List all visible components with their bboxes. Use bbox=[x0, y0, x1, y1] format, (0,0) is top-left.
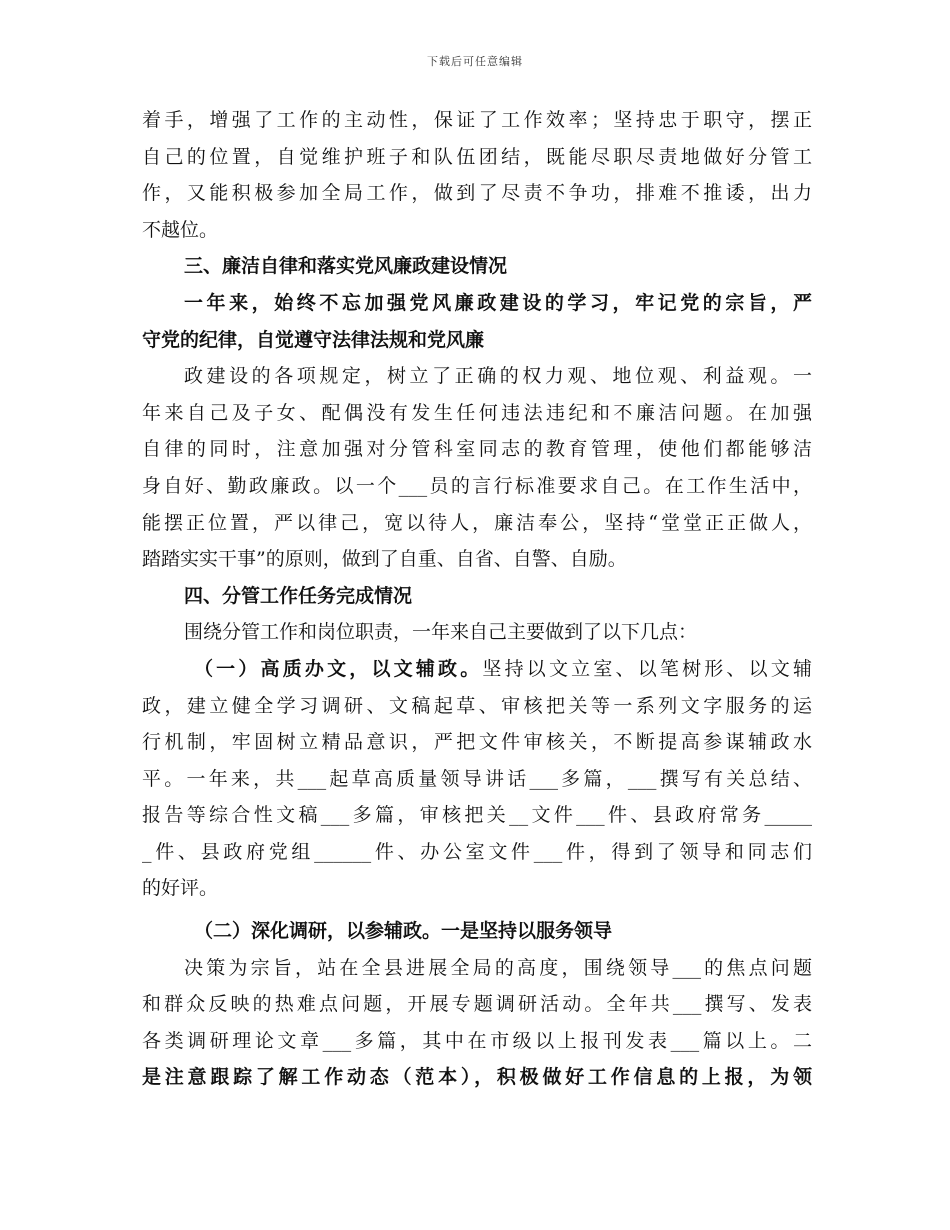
paragraph-line: 平。一年来，共___起草高质量领导讲话___多篇，___撰写有关总结、 bbox=[142, 767, 812, 790]
subsection-line bbox=[142, 651, 812, 688]
paragraph-line: 年来自己及子女、配偶没有发生任何违法违纪和不廉洁问题。在加强 bbox=[142, 401, 812, 424]
paragraph-line: 的好评。 bbox=[142, 877, 219, 900]
paragraph-line: 决策为宗旨，站在全县进展全局的高度，围绕领导___的焦点问题 bbox=[184, 956, 812, 979]
document-body bbox=[142, 102, 812, 1096]
paragraph-line: 和群众反映的热难点问题，开展专题调研活动。全年共___撰写、发表 bbox=[142, 993, 812, 1016]
paragraph-line: 踏踏实实干事”的原则，做到了自重、自省、自警、自励。 bbox=[142, 548, 627, 571]
subsection-text: 坚持以文立室、以笔树形、以文辅 bbox=[482, 657, 812, 680]
bold-paragraph-line: 守党的纪律，自觉遵守法律法规和党风廉 bbox=[142, 328, 485, 351]
paragraph-line: 作，又能积极参加全局工作，做到了尽责不争功，排难不推诿，出力 bbox=[142, 182, 812, 205]
paragraph-line: 不越位。 bbox=[142, 218, 219, 241]
paragraph-line: 各类调研理论文章___多篇，其中在市级以上报刊发表___篇以上。二 bbox=[142, 1029, 812, 1052]
paragraph-line: 围绕分管工作和岗位职责，一年来自己主要做到了以下几点： bbox=[184, 621, 698, 644]
paragraph-line: 政建设的各项规定，树立了正确的权力观、地位观、利益观。一 bbox=[184, 365, 812, 388]
paragraph-line: 报告等综合性文稿___多篇，审核把关__文件___件、县政府常务_____ bbox=[142, 804, 812, 827]
bold-paragraph-line: 一年来，始终不忘加强党风廉政建设的学习，牢记党的宗旨，严 bbox=[184, 291, 812, 314]
paragraph-line: 行机制，牢固树立精品意识，严把文件审核关，不断提高参谋辅政水 bbox=[142, 731, 812, 754]
paragraph-line: _件、县政府党组______件、办公室文件___件，得到了领导和同志们 bbox=[142, 840, 812, 863]
section-heading-3: 三、廉洁自律和落实党风廉政建设情况 bbox=[184, 255, 508, 278]
paragraph-line: 能摆正位置，严以律己，宽以待人，廉洁奉公，坚持“堂堂正正做人， bbox=[142, 511, 812, 534]
paragraph-line: 政，建立健全学习调研、文稿起草、审核把关等一系列文字服务的运 bbox=[142, 694, 812, 717]
subsection-heading: （二）深化调研，以参辅政。一是坚持以服务领导 bbox=[194, 920, 613, 943]
paragraph-line: 自己的位置，自觉维护班子和队伍团结，既能尽职尽责地做好分管工 bbox=[142, 145, 812, 168]
bold-paragraph-line: 是注意跟踪了解工作动态（范本），积极做好工作信息的上报，为领 bbox=[142, 1066, 812, 1089]
section-heading-4: 四、分管工作任务完成情况 bbox=[184, 584, 413, 607]
paragraph-line: 着手，增强了工作的主动性，保证了工作效率；坚持忠于职守，摆正 bbox=[142, 109, 812, 131]
paragraph-line: 自律的同时，注意加强对分管科室同志的教育管理，使他们都能够洁 bbox=[142, 438, 812, 461]
page-header: 下载后可任意编辑 bbox=[427, 55, 523, 68]
subsection-lead: （一）高质办文，以文辅政。 bbox=[194, 657, 483, 680]
paragraph-line: 身自好、勤政廉政。以一个___员的言行标准要求自己。在工作生活中， bbox=[142, 474, 812, 497]
